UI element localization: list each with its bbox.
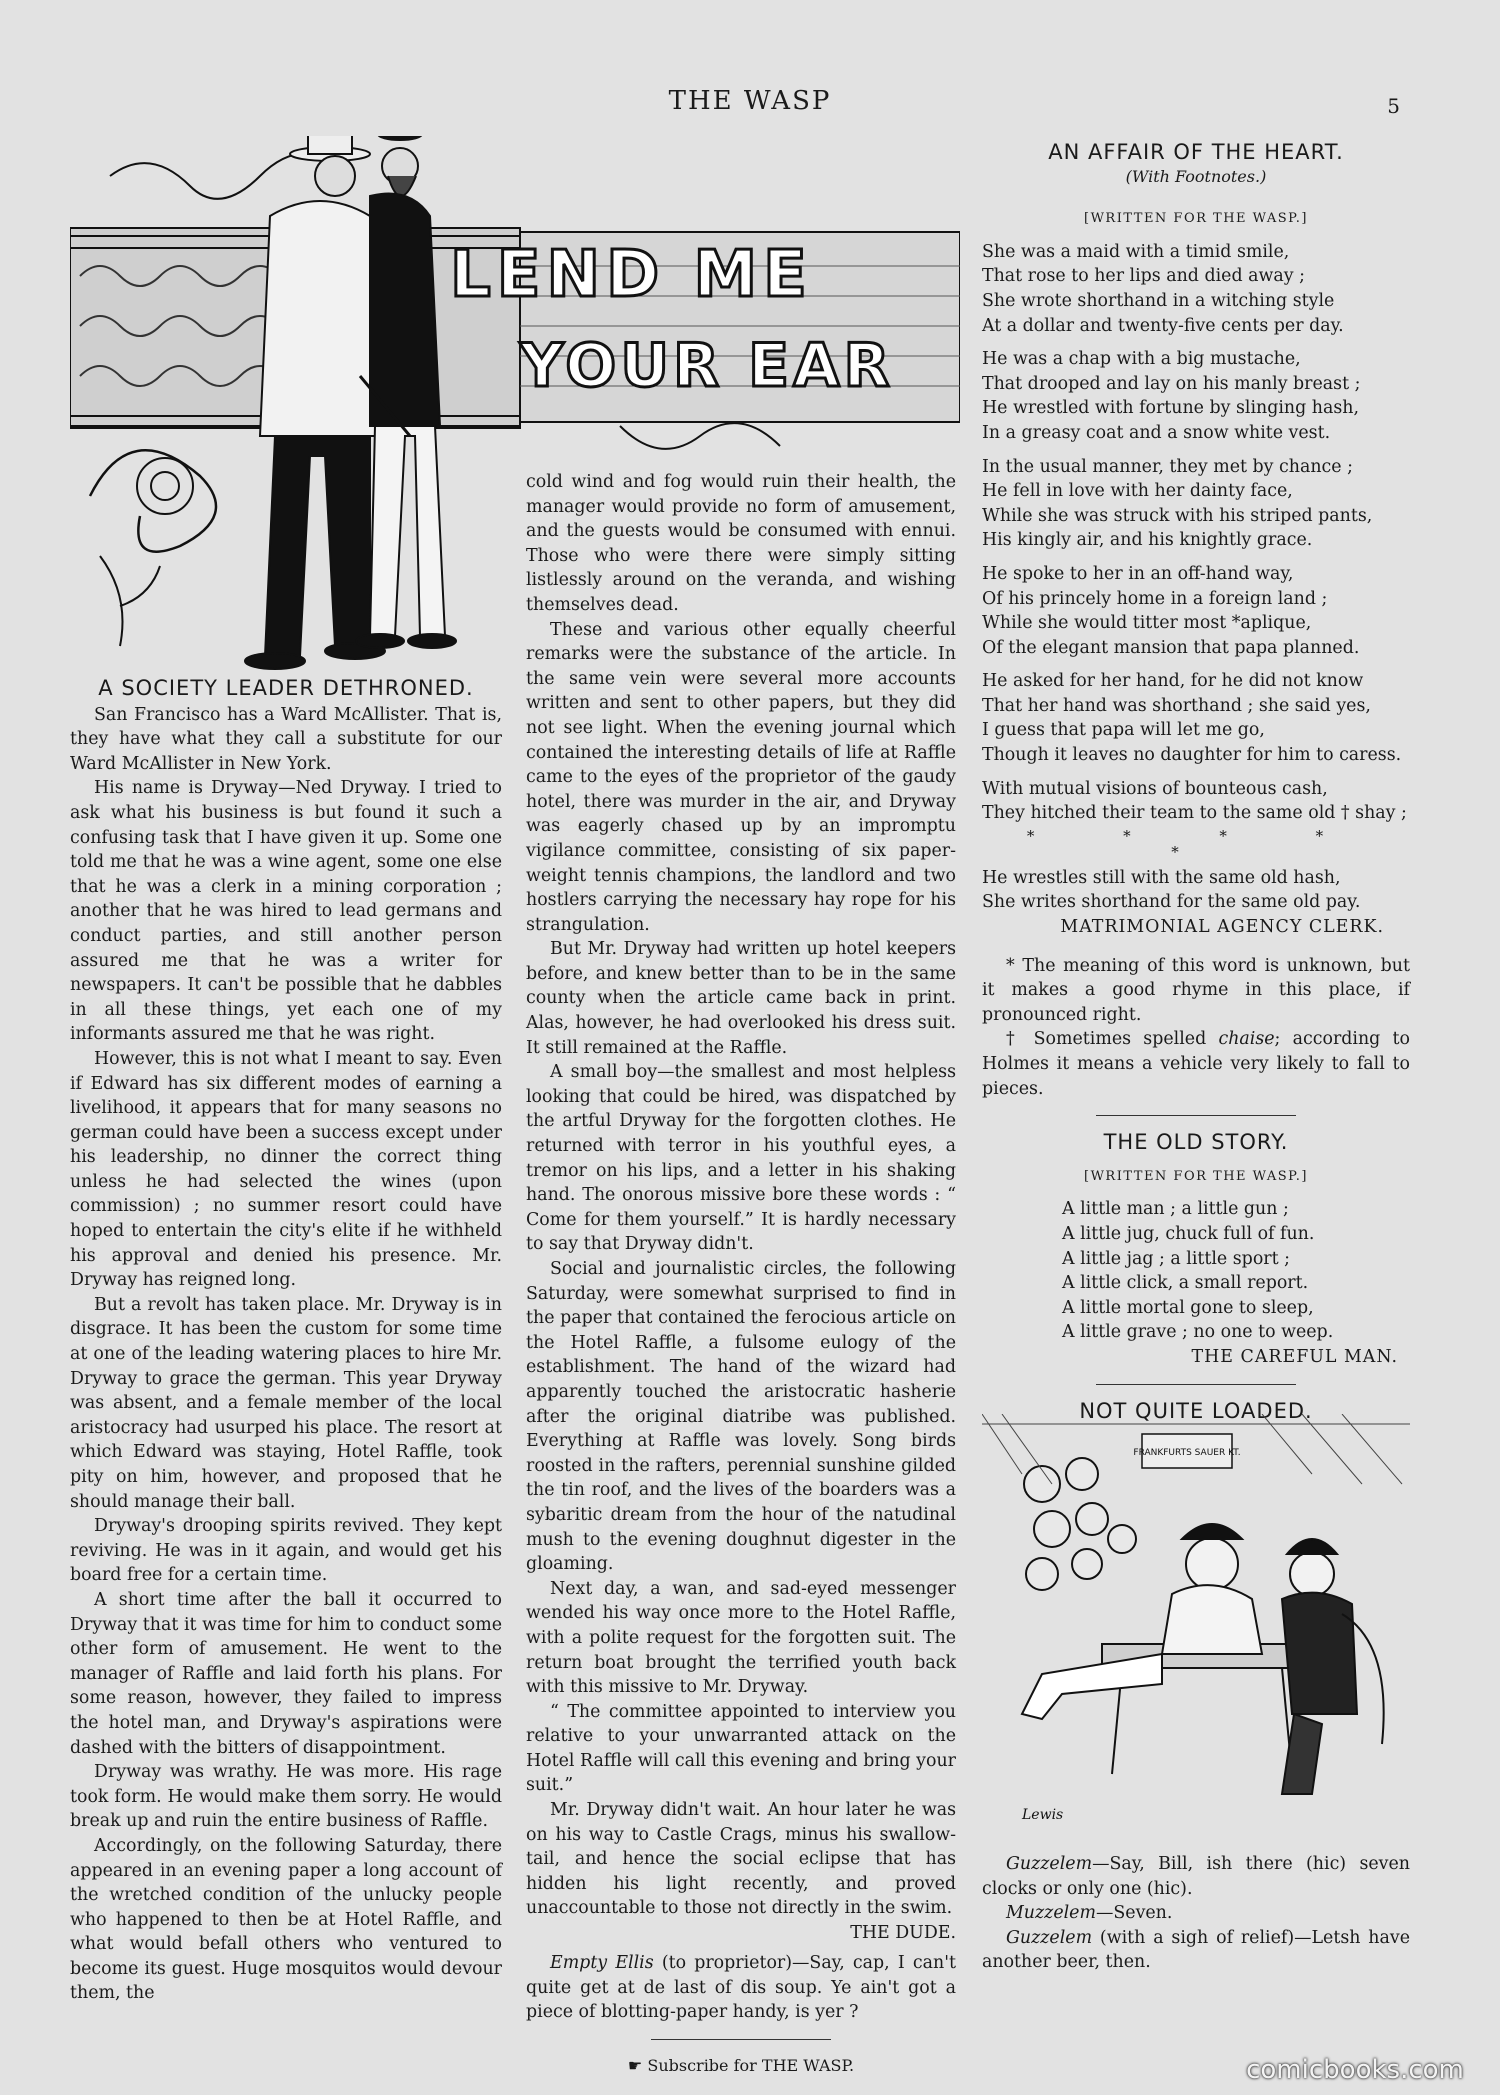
artist-signature: Lewis: [1022, 1807, 1064, 1823]
poem-line: A little jag ; a little sport ;: [1062, 1248, 1290, 1269]
running-head: THE WASP: [668, 86, 832, 116]
affair-signature: MATRIMONIAL AGENCY CLERK.: [1060, 917, 1384, 938]
caption-line: [982, 1901, 1410, 1926]
watermark-logo: comicbooks.com: [1246, 2055, 1464, 2085]
poem-line: He spoke to her in an off-hand way,: [982, 563, 1294, 584]
subscribe-line: [526, 2054, 956, 2079]
society-signature: THE DUDE.: [850, 1923, 956, 1944]
pointing-hand-icon: ☛: [627, 2055, 643, 2075]
poem-stanza: [982, 240, 1410, 338]
society-paragraph: But Mr. Dryway had written up hotel keepers before, and knew better than to be in the same county when the article came back in print. Alas, however, he had overlooked his dress suit. It still remained at the Raffle.: [526, 939, 956, 1058]
poem-line: They hitched their team to the same old † shay ;: [982, 803, 1407, 824]
society-paragraph: Social and journalistic circles, the following Saturday, were somewhat surprised to find in the paper that contained the ferocious article on the Hotel Raffle, a fulsome eulogy of the establishment. The hand of the wizard had apparently touched the aristocratic hasherie after the original diatribe was published. Everything at Raffle was lovely. Song birds roosted in the rafters, perennial sunshine gilded the tin roof, and the lives of the boarders was a sybaritic dream from the hour of the natudinal mush to the evening doughnut digester in the gloaming.: [526, 1259, 956, 1575]
poem-line: With mutual visions of bounteous cash,: [982, 778, 1328, 799]
column-2: [526, 470, 956, 2078]
poem-line: A little click, a small report.: [1062, 1273, 1309, 1294]
poem-line: At a dollar and twenty-five cents per day.: [982, 315, 1344, 336]
footnote: [982, 1027, 1410, 1101]
poem-line: While she was struck with his striped pants,: [982, 505, 1373, 526]
society-paragraph: These and various other equally cheerful remarks were the substance of the article. In the same vein were several more accounts written and sent to other papers, but they did not see light. When the evening journal which contained the interesting details of life at Raffle came to the eyes of the proprietor of the gaudy hotel, there was murder in the air, and Dryway was eagerly chased up by an impromptu vigilance committee, consisting of six paper-weight tennis champions, the landlord and two hostlers carrying the necessary hay rope for his strangulation.: [526, 619, 956, 935]
title-line-1: LEND ME: [450, 238, 813, 312]
caption-text: —Seven.: [1095, 1903, 1173, 1924]
page-number: 5: [1387, 94, 1400, 118]
poem-line: He asked for her hand, for he did not know: [982, 671, 1364, 692]
section-stars: * * * * *: [1026, 826, 1366, 861]
old-story-title: THE OLD STORY.: [1103, 1130, 1289, 1155]
poem-line: Of the elegant mansion that papa planned.: [982, 637, 1360, 658]
footnote-text: ; according to Holmes it means a vehicle very likely to fall to pieces.: [982, 1029, 1410, 1099]
poem-line: While she would titter most *aplique,: [982, 613, 1312, 634]
society-paragraph: Dryway was wrathy. He was more. His rage took form. He would make them sorry. He would break up and ruin the entire business of Raffle.: [70, 1762, 502, 1832]
column-1: [70, 676, 502, 2006]
subscribe-paper-name: THE WASP.: [761, 2055, 855, 2075]
society-paragraph: However, this is not what I meant to say. Even if Edward has six different modes of earning a livelihood, it appears that for many seasons no german could have been a success except under his leadership, no dinner the correct thing unless he had selected the wines (upon commission) ; no summer resort could have hoped to entertain the city's elite if he withheld his approval and denied his presence. Mr. Dryway has reigned long.: [70, 1048, 502, 1291]
poem-line: A little mortal gone to sleep,: [1062, 1297, 1314, 1318]
caption-text: —Say, Bill, ish there (hic) seven clocks or only one (hic).: [982, 1854, 1410, 1899]
poem-line: He wrestled with fortune by slinging hash,: [982, 398, 1360, 419]
affair-subtitle: (With Footnotes.): [1125, 166, 1267, 186]
poem-line: A little grave ; no one to weep.: [1062, 1322, 1334, 1343]
footnote-word: chaise: [1218, 1029, 1275, 1050]
footnote-text: † Sometimes spelled: [1006, 1029, 1207, 1050]
poem-line: He fell in love with her dainty face,: [982, 481, 1293, 502]
poem-line: In a greasy coat and a snow white vest.: [982, 422, 1331, 443]
old-story-signature: THE CAREFUL MAN.: [1191, 1346, 1398, 1367]
poem-line: He wrestles still with the same old hash,: [982, 867, 1341, 888]
title-line-2: YOUR EAR: [520, 331, 894, 401]
poem-line: A little man ; a little gun ;: [1062, 1199, 1289, 1220]
poem-line: Of his princely home in a foreign land ;: [982, 588, 1328, 609]
society-paragraph: [526, 1798, 956, 1944]
caption-speaker: Guzzelem: [1006, 1927, 1093, 1948]
poem-line: She writes shorthand for the same old pay.: [982, 892, 1361, 913]
society-paragraph-text: Mr. Dryway didn't wait. An hour later he was on his way to Castle Crags, minus his swallow-tail, and hence the social eclipse that has hidden his light recently, and proved unaccountable to those not directly in the swim.: [526, 1800, 956, 1919]
column-3: [982, 140, 1410, 1423]
divider: [1096, 1384, 1296, 1385]
sign: [1133, 1434, 1240, 1468]
poem-stanza: [982, 777, 1410, 826]
society-paragraph: Next day, a wan, and sad-eyed messenger wended his way once more to the Hotel Raffle, with a polite request for the forgotten suit. The return boat brought the terrified youth back with this missive to Mr. Dryway.: [526, 1578, 956, 1698]
poem-line: That rose to her lips and died away ;: [982, 266, 1305, 287]
caption-speaker: Guzzelem: [1006, 1854, 1093, 1874]
poem-stanza: [982, 866, 1410, 915]
footnote: * The meaning of this word is unknown, but it makes a good rhyme in this place, if pronounced right.: [982, 955, 1410, 1025]
poem-line: That her hand was shorthand ; she said yes,: [982, 695, 1371, 716]
divider: [651, 2039, 831, 2040]
poem-line: I guess that papa will let me go,: [982, 720, 1265, 741]
society-title: A SOCIETY LEADER DETHRONED.: [98, 676, 474, 700]
caption-text: (with a sigh of relief)—Letsh have another beer, then.: [982, 1927, 1410, 1973]
poem-line: He was a chap with a big mustache,: [982, 349, 1301, 370]
society-paragraph: But a revolt has taken place. Mr. Dryway is in disgrace. It has been the custom for some time at one of the leading watering places to hire Mr. Dryway to grace the german. This year Dryway was absent, and a female member of the local aristocracy had usurped his place. The resort at which Edward was staying, Hotel Raffle, took pity on him, however, and proposed that he should manage their ball.: [70, 1294, 502, 1512]
poem-line: Though it leaves no daughter for him to caress.: [982, 745, 1402, 766]
cartoon-caption: [982, 1852, 1410, 1975]
poem-stanza: [982, 347, 1410, 445]
society-paragraph: “ The committee appointed to interview you relative to your unwarranted attack on the Hotel Raffle will call this evening and bring your suit.”: [526, 1701, 956, 1796]
affair-title: AN AFFAIR OF THE HEART.: [1048, 140, 1344, 164]
society-paragraph: Accordingly, on the following Saturday, there appeared in an evening paper a long account of the wretched condition of the unlucky people who happened to then be at Hotel Raffle, and what would befall others who ventured to become its guest. Huge mosquitos would devour them, the: [70, 1835, 502, 2004]
joke-text: (to proprietor)—Say, cap, I can't quite get at de last of dis soup. Ye ain't got a piece of blotting-paper handy, is yer ?: [526, 1953, 956, 2023]
joke-speaker: Empty Ellis: [550, 1953, 654, 1974]
poem-stanza: [982, 669, 1410, 767]
poem-line: She wrote shorthand in a witching style: [982, 290, 1335, 311]
not-quite-loaded-title: NOT QUITE LOADED.: [1079, 1398, 1313, 1423]
poem-line: A little jug, chuck full of fun.: [1062, 1223, 1315, 1244]
affair-credit: [WRITTEN FOR THE WASP.]: [1084, 211, 1308, 227]
figure-listener: [245, 136, 385, 669]
sign-text: FRANKFURTS SAUER KT.: [1133, 1448, 1241, 1458]
society-paragraph: His name is Dryway—Ned Dryway. I tried to ask what his business is but found it such a confusing task that I have given it up. Some one told me that he was a wine agent, some one else that he was a clerk in a mining corporation ; another that he was hired to lead germans and conduct parties, and still another person assured me that he was a writer for newspapers. It can't be possible that he dabbles in all these things, yet each one of my informants assured me that he was right.: [70, 778, 502, 1045]
poem-line: That drooped and lay on his manly breast ;: [982, 373, 1361, 394]
poem-line: She was a maid with a timid smile,: [982, 241, 1290, 262]
empty-ellis-joke: [526, 1951, 956, 2025]
caption-line: [982, 1926, 1410, 1975]
society-paragraph: San Francisco has a Ward McAllister. That is, they have what they call a substitute for our Ward McAllister in New York.: [70, 704, 502, 774]
subscribe-text: Subscribe for: [647, 2055, 757, 2075]
society-paragraph: A short time after the ball it occurred to Dryway that it was time for him to conduct some other form of amusement. He went to the manager of Raffle and laid forth his plans. For some reason, however, they failed to impress the hotel man, and Dryway's aspirations were dashed with the bitters of disappointment.: [70, 1589, 502, 1758]
barroom-cartoon-illustration: [982, 1414, 1410, 1834]
caption-line: [982, 1852, 1410, 1901]
poem-line: His kingly air, and his knightly grace.: [982, 530, 1313, 551]
poem-line: In the usual manner, they met by chance ;: [982, 456, 1353, 477]
affair-poem: [982, 240, 1410, 940]
society-paragraph: cold wind and fog would ruin their health, the manager would provide no form of amusement, and the guests would be consumed with ennui. Those who were there were simply sitting listlessly around on the veranda, and wishing themselves dead.: [526, 472, 956, 615]
old-story-credit: [WRITTEN FOR THE WASP.]: [1084, 1168, 1308, 1184]
poem-stanza: [982, 455, 1410, 553]
poem-stanza: [982, 562, 1410, 660]
wall-clocks: [1024, 1458, 1136, 1590]
society-paragraph: A small boy—the smallest and most helpless looking that could be hired, was dispatched by the artful Dryway for the forgotten clothes. He returned with terror in his youthful eyes, a tremor on his lips, and a letter in his shaking hand. The onorous missive bore these words : “ Come for them yourself.” It is hardly necessary to say that Dryway didn't.: [526, 1062, 956, 1255]
old-story-poem: [982, 1197, 1410, 1345]
caption-speaker: Muzzelem: [1006, 1903, 1096, 1924]
divider: [1096, 1115, 1296, 1116]
society-paragraph: Dryway's drooping spirits revived. They kept reviving. He was in it again, and would get his board free for a certain time.: [70, 1516, 502, 1586]
